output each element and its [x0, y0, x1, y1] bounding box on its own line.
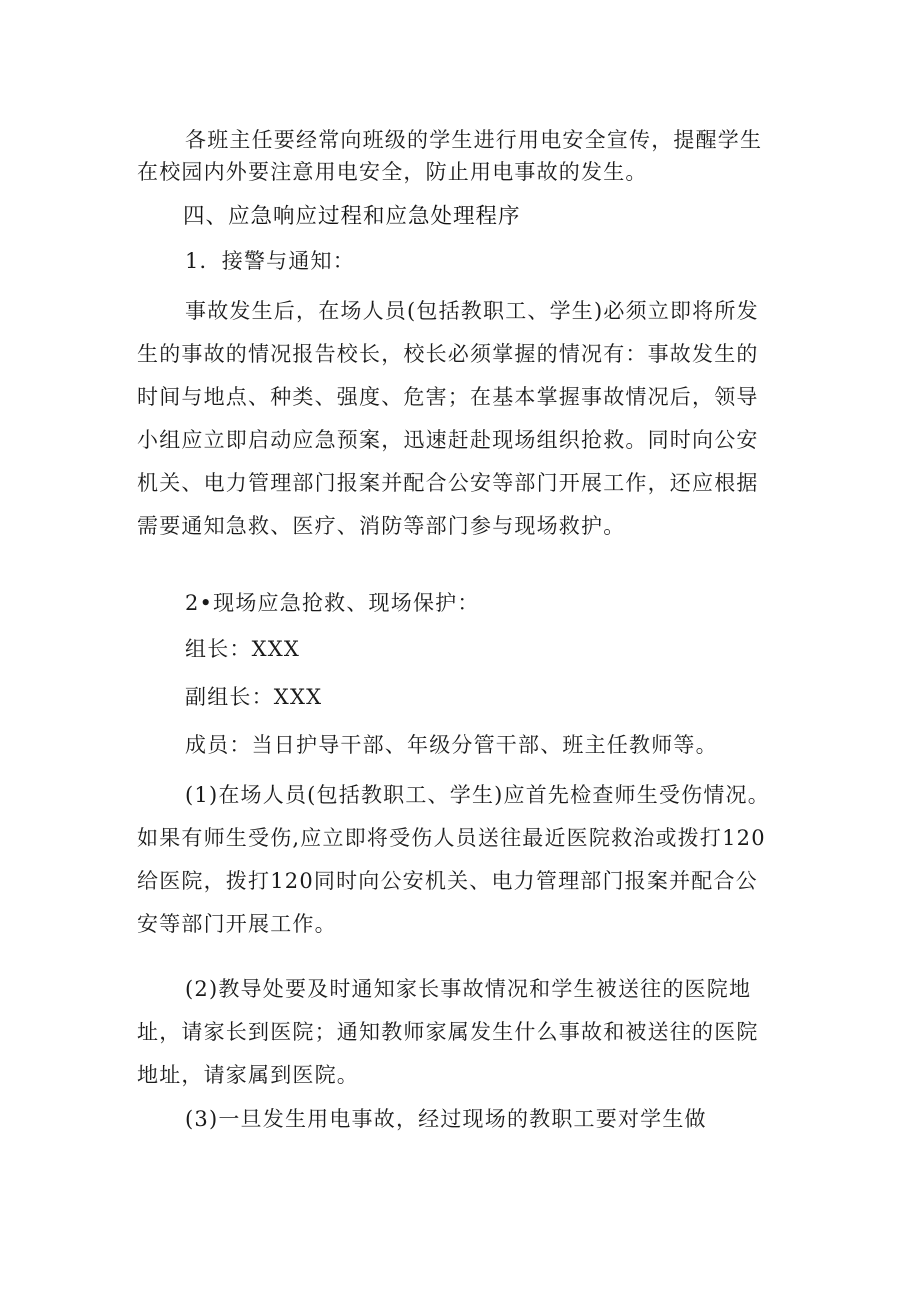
paragraph-deputy-leader: [137, 676, 797, 719]
text-line: 时间与地点、种类、强度、危害；在基本掌握事故情况后，领导: [137, 385, 759, 409]
heading-text: 四、应急响应过程和应急处理程序: [183, 204, 521, 229]
text-line: 成员：当日护导干部、年级分管干部、班主任教师等。: [185, 733, 718, 757]
paragraph-alarm-notice-body: [137, 290, 797, 548]
paragraph-item-2: [137, 968, 797, 1097]
section-heading: [137, 195, 797, 238]
text-line: 安等部门开展工作。: [137, 912, 337, 936]
text-line: 给医院，拨打120同时向公安机关、电力管理部门报案并配合公: [137, 869, 758, 893]
paragraph-item-3: [137, 1098, 797, 1141]
text-line: 址，请家长到医院；通知教师家属发生什么事故和被送往的医院: [137, 1020, 759, 1044]
paragraph-members: [137, 724, 797, 767]
text-line: 需要通知急救、医疗、消防等部门参与现场救护。: [137, 514, 626, 538]
paragraph-alarm-notice-title: [137, 240, 797, 283]
text-line: 如果有师生受伤,应立即将受伤人员送往最近医院救治或拨打120: [137, 826, 766, 850]
text-line: 副组长：XXX: [185, 685, 323, 709]
text-line: 机关、电力管理部门报案并配合公安等部门开展工作，还应根据: [137, 471, 759, 495]
text-line: 2•现场应急抢救、现场保护：: [185, 591, 480, 615]
text-line: (3)一旦发生用电事故，经过现场的教职工要对学生做: [185, 1107, 707, 1131]
paragraph-safety-propaganda: [137, 124, 797, 188]
text-line: (2)教导处要及时通知家长事故情况和学生被送往的医院地: [185, 977, 752, 1001]
text-line: 地址，请家属到医院。: [137, 1063, 359, 1087]
paragraph-team-leader: [137, 628, 797, 671]
text-line: 1．接警与通知：: [185, 249, 355, 273]
paragraph-item-1: [137, 774, 797, 946]
text-line: (1)在场人员(包括教职工、学生)应首先检查师生受伤情况。: [185, 783, 770, 807]
text-line: 组长：XXX: [185, 637, 301, 661]
text-line: 小组应立即启动应急预案，迅速赶赴现场组织抢救。同时向公安: [137, 428, 759, 452]
text-line: 各班主任要经常向班级的学生进行用电安全宣传，提醒学生: [185, 128, 763, 152]
text-line: 事故发生后，在场人员(包括教职工、学生)必须立即将所发: [185, 299, 759, 323]
paragraph-onsite-rescue-title: [137, 582, 797, 625]
text-line: 生的事故的情况报告校长，校长必须掌握的情况有：事故发生的: [137, 342, 759, 366]
text-line: 在校园内外要注意用电安全，防止用电事故的发生。: [137, 160, 648, 184]
